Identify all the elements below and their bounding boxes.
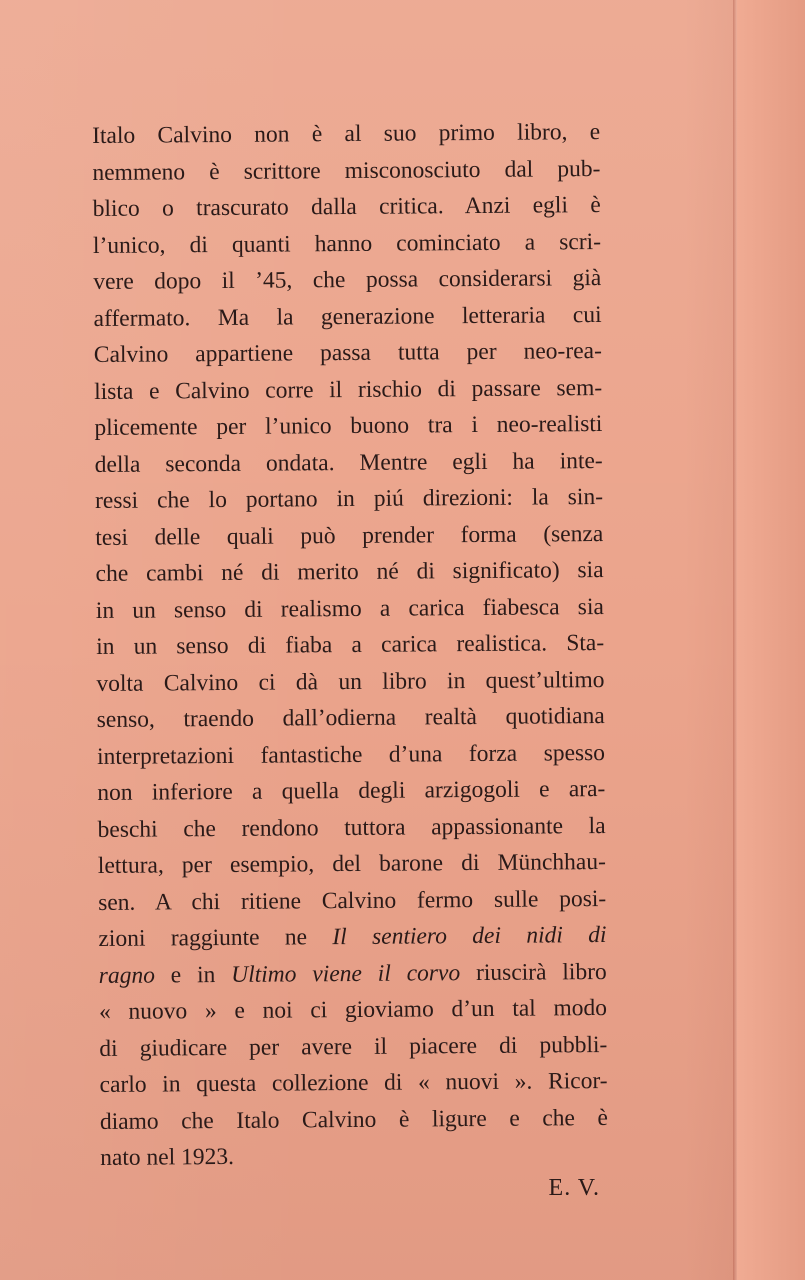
- text-line: Calvino appartiene passa tutta per neo-rea-: [93, 338, 602, 368]
- text-line: lista e Calvino corre il rischio di passare sem-: [94, 374, 603, 405]
- blurb-text: [92, 114, 608, 1176]
- text-line: interpretazioni fantastiche d’una forza spesso: [96, 739, 606, 770]
- text-line: della seconda ondata. Mentre egli ha inte-: [94, 447, 603, 478]
- text-line: carlo in questa collezione di « nuovi ». Ricor-: [99, 1067, 608, 1098]
- text-line: tesi delle quali può prender forma (senza: [95, 520, 604, 551]
- text-line: volta Calvino ci dà un libro in quest’ultimo: [96, 666, 605, 697]
- text-line: blico o trascurato dalla critica. Anzi egli è: [92, 192, 601, 222]
- text-line: « nuovo » e noi ci gioviamo d’un tal modo: [98, 994, 608, 1025]
- text-line-with-titles: [99, 953, 607, 993]
- text-line: nemmeno è scrittore misconosciuto dal pub-: [92, 155, 601, 186]
- text-line: Italo Calvino non è al suo primo libro, e: [92, 119, 601, 149]
- book-title-ultimo: Ultimo viene il corvo: [231, 959, 461, 988]
- line-text: e in: [170, 961, 216, 988]
- text-line: l’unico, di quanti hanno cominciato a scri-: [92, 228, 602, 259]
- text-line: affermato. Ma la generazione letteraria cui: [93, 301, 602, 332]
- page-edge: [737, 0, 805, 1280]
- text-line: plicemente per l’unico buono tra i neo-realisti: [94, 411, 603, 441]
- line-text: zioni raggiunte ne: [98, 924, 308, 952]
- text-line: in un senso di fiaba a carica realistica. Sta-: [96, 629, 605, 660]
- text-line: di giudicare per avere il piacere di pubbli-: [99, 1031, 608, 1062]
- text-line: che cambi né di merito né di significato) sia: [95, 556, 604, 587]
- text-line: lettura, per esempio, del barone di Münchhau-: [97, 848, 606, 879]
- text-line: ressi che lo portano in piú direzioni: la sin-: [94, 483, 604, 514]
- book-title-sentiero-end: ragno: [98, 962, 155, 989]
- text-line: vere dopo il ’45, che possa considerarsi già: [93, 265, 602, 295]
- author-initials: E. V.: [548, 1175, 600, 1201]
- text-line: diamo che Italo Calvino è ligure e che è: [99, 1104, 608, 1135]
- text-line: sen. A chi ritiene Calvino fermo sulle posi-: [98, 885, 607, 916]
- text-line-final: nato nel 1923.: [100, 1143, 235, 1171]
- text-line: senso, traendo dall’odierna realtà quotidiana: [96, 702, 605, 733]
- text-line: non inferiore a quella degli arzigogoli e ara-: [97, 775, 606, 806]
- book-title-sentiero: Il sentiero dei nidi di: [332, 921, 607, 951]
- text-line: beschi che rendono tuttora appassionante la: [97, 812, 606, 843]
- line-text: riuscirà libro: [475, 958, 607, 986]
- text-line-with-title: [98, 917, 606, 957]
- text-line: in un senso di realismo a carica fiabesca sia: [95, 593, 604, 624]
